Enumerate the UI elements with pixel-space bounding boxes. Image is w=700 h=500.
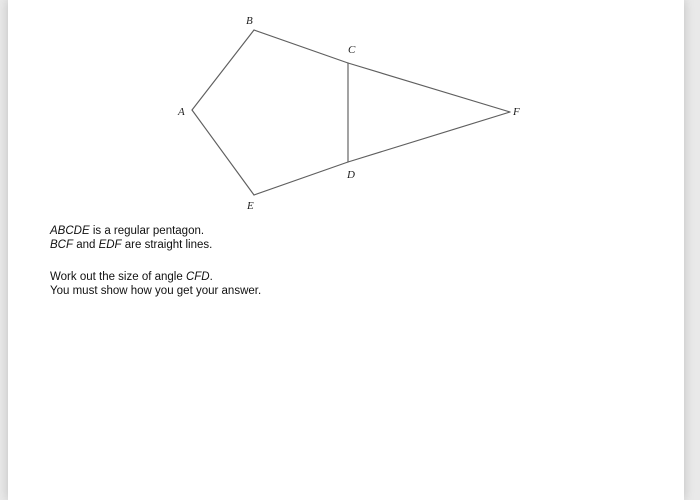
- vertex-label-f: F: [513, 106, 520, 118]
- task-instruction-line: Work out the size of angle CFD.: [50, 271, 213, 283]
- vertex-label-a: A: [178, 106, 185, 118]
- pentagon-diagram: [0, 0, 700, 230]
- task-show-working-line: You must show how you get your answer.: [50, 285, 262, 297]
- segment-df: [348, 112, 510, 162]
- segment-ae: [192, 110, 254, 195]
- segment-ed: [254, 162, 348, 195]
- given-information: [50, 224, 212, 252]
- question-task: [50, 270, 261, 298]
- given-straight-lines-line: BCF and EDF are straight lines.: [50, 239, 213, 251]
- given-pentagon-line: ABCDE is a regular pentagon.: [50, 225, 205, 237]
- segment-ab: [192, 30, 254, 110]
- vertex-label-c: C: [348, 44, 356, 56]
- vertex-label-e: E: [247, 200, 254, 212]
- segment-bc: [254, 30, 348, 63]
- segment-cf: [348, 63, 510, 112]
- vertex-label-d: D: [347, 169, 355, 181]
- vertex-label-b: B: [246, 15, 253, 27]
